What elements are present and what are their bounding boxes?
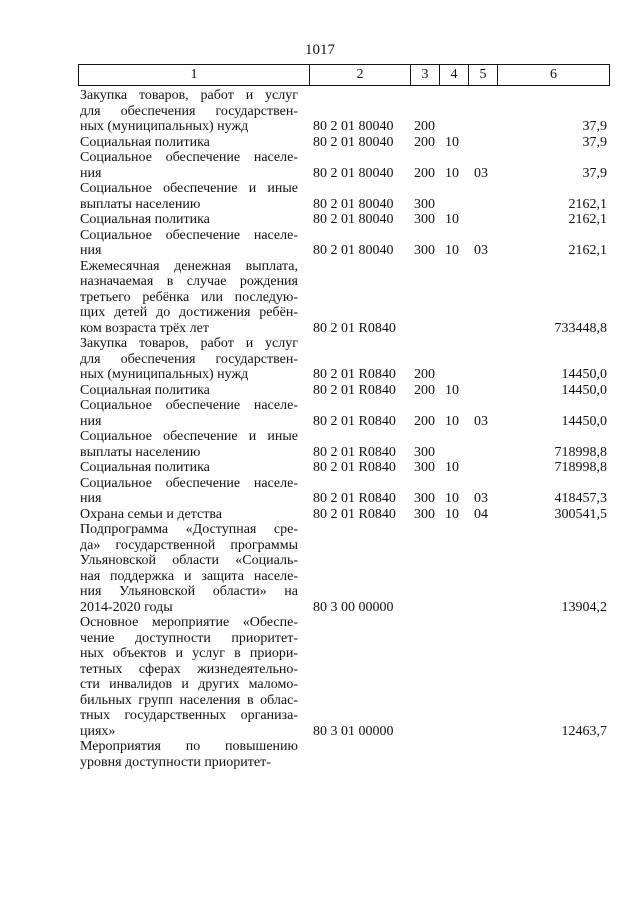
row-col3: 300	[414, 243, 435, 258]
table-row	[0, 615, 640, 739]
row-amount: 37,9	[582, 119, 607, 134]
description-line: тетных сферах жизнедеятельно-	[80, 661, 298, 677]
table-row	[0, 228, 640, 259]
description-line: Социальная политика	[80, 212, 210, 227]
description-line: для обеспечения государствен-	[80, 351, 298, 367]
description-line: Социальная политика	[80, 134, 210, 150]
description-line: ных (муниципальных) нужд	[80, 119, 249, 134]
description-line: ком возраста трёх лет	[80, 320, 209, 336]
description-line: ния	[80, 491, 102, 506]
description-line: выплаты населению	[80, 444, 201, 460]
row-amount: 2162,1	[568, 196, 607, 212]
row-description	[80, 615, 298, 739]
table-row	[0, 739, 640, 770]
row-code: 80 2 01 80040	[313, 196, 394, 212]
row-col3: 200	[414, 413, 435, 429]
row-code: 80 2 01 80040	[313, 134, 394, 150]
description-line: Подпрограмма «Доступная сре-	[80, 522, 298, 537]
description-line: уровня доступности приоритет-	[80, 754, 271, 770]
row-col3: 300	[414, 460, 435, 475]
row-code: 80 3 01 00000	[313, 723, 394, 739]
row-col3: 200	[414, 382, 435, 398]
row-amount: 37,9	[582, 165, 607, 181]
row-col4: 10	[445, 165, 459, 181]
row-amount: 718998,8	[554, 444, 607, 460]
row-code: 80 2 01 80040	[313, 212, 394, 227]
row-amount: 2162,1	[568, 243, 607, 258]
row-col5: 03	[474, 491, 488, 506]
description-line: третьего ребёнка или последую-	[80, 289, 298, 305]
row-col4: 10	[445, 460, 459, 475]
row-code: 80 2 01 R0840	[313, 491, 396, 506]
row-amount: 37,9	[582, 134, 607, 150]
row-code: 80 2 01 R0840	[313, 367, 396, 382]
row-col5: 03	[474, 243, 488, 258]
description-line: Охрана семьи и детства	[80, 506, 222, 522]
description-line: Закупка товаров, работ и услуг	[80, 336, 298, 351]
row-amount: 13904,2	[561, 599, 607, 615]
table-row	[0, 522, 640, 615]
description-line: чение доступности приоритет-	[80, 630, 298, 646]
row-amount: 2162,1	[568, 212, 607, 227]
row-col3: 200	[414, 134, 435, 150]
table-row	[0, 383, 640, 399]
description-line: Социальное обеспечение и иные	[80, 181, 298, 196]
row-code: 80 2 01 80040	[313, 165, 394, 181]
description-line: ния	[80, 165, 102, 181]
row-code: 80 2 01 R0840	[313, 460, 396, 475]
row-code: 80 2 01 R0840	[313, 444, 396, 460]
row-code: 80 2 01 80040	[313, 243, 394, 258]
table-row	[0, 150, 640, 181]
row-col4: 10	[445, 382, 459, 398]
row-amount: 14450,0	[561, 413, 607, 429]
col-4-header: 4	[440, 65, 469, 86]
row-col3: 300	[414, 212, 435, 227]
row-code: 80 2 01 R0840	[313, 506, 396, 522]
description-line: для обеспечения государствен-	[80, 103, 298, 119]
row-col3: 200	[414, 119, 435, 134]
table-row	[0, 429, 640, 460]
table-row	[0, 460, 640, 476]
row-col4: 10	[445, 243, 459, 258]
description-line: сти инвалидов и других маломо-	[80, 677, 298, 692]
row-col4: 10	[445, 212, 459, 227]
description-line: Мероприятия по повышению	[80, 739, 298, 754]
description-line: бильных групп населения в облас-	[80, 692, 298, 708]
description-line: Основное мероприятие «Обеспе-	[80, 615, 298, 630]
row-col3: 300	[414, 196, 435, 212]
row-col4: 10	[445, 506, 459, 522]
row-code: 80 2 01 R0840	[313, 320, 396, 336]
row-amount: 14450,0	[561, 367, 607, 382]
row-amount: 733448,8	[554, 320, 607, 336]
description-line: ния Ульяновской области» на	[80, 584, 298, 599]
table-row	[0, 476, 640, 507]
page-number: 1017	[305, 42, 335, 58]
col-5-header: 5	[469, 65, 498, 86]
row-amount: 300541,5	[554, 506, 607, 522]
table-body	[0, 88, 640, 770]
description-line: выплаты населению	[80, 196, 201, 212]
description-line: Ежемесячная денежная выплата,	[80, 258, 298, 274]
row-code: 80 3 00 00000	[313, 599, 394, 615]
table-row	[0, 398, 640, 429]
table-row	[0, 135, 640, 151]
row-col4: 10	[445, 491, 459, 506]
row-amount: 14450,0	[561, 382, 607, 398]
description-line: щих детей до достижения ребён-	[80, 305, 298, 320]
description-line: да» государственной программы	[80, 537, 298, 553]
row-col5: 03	[474, 413, 488, 429]
col-3-header: 3	[411, 65, 440, 86]
description-line: Социальное обеспечение и иные	[80, 429, 298, 444]
row-col3: 300	[414, 506, 435, 522]
row-col5: 04	[474, 506, 488, 522]
description-line: Социальное обеспечение населе-	[80, 475, 298, 491]
row-col3: 300	[414, 444, 435, 460]
description-line: циях»	[80, 723, 116, 739]
row-col3: 200	[414, 367, 435, 382]
table-row	[0, 212, 640, 228]
row-col5: 03	[474, 165, 488, 181]
row-code: 80 2 01 R0840	[313, 382, 396, 398]
description-line: назначаемая в случае рождения	[80, 274, 298, 289]
row-col3: 200	[414, 165, 435, 181]
row-code: 80 2 01 80040	[313, 119, 394, 134]
description-line: ных объектов и услуг в приори-	[80, 646, 298, 661]
table-row	[0, 88, 640, 135]
description-line: тных государственных организа-	[80, 708, 298, 723]
description-line: Социальное обеспечение населе-	[80, 398, 298, 413]
description-line: Закупка товаров, работ и услуг	[80, 88, 298, 103]
table-row	[0, 259, 640, 337]
row-col4: 10	[445, 413, 459, 429]
description-line: Социальная политика	[80, 382, 210, 398]
row-col4: 10	[445, 134, 459, 150]
row-amount: 418457,3	[554, 491, 607, 506]
description-line: 2014-2020 годы	[80, 599, 173, 615]
description-line: ных (муниципальных) нужд	[80, 367, 249, 382]
row-col3: 300	[414, 491, 435, 506]
table-row	[0, 336, 640, 383]
col-6-header: 6	[498, 65, 610, 86]
table-header	[78, 64, 610, 86]
table-row	[0, 181, 640, 212]
col-1-header: 1	[79, 65, 310, 86]
table-row	[0, 507, 640, 523]
description-line: ная поддержка и защита населе-	[80, 568, 298, 584]
description-line: ния	[80, 413, 102, 429]
description-line: ния	[80, 243, 102, 258]
row-amount: 12463,7	[561, 723, 607, 739]
description-line: Ульяновской области «Социаль-	[80, 553, 298, 568]
description-line: Социальное обеспечение населе-	[80, 227, 298, 243]
description-line: Социальное обеспечение населе-	[80, 150, 298, 165]
col-2-header: 2	[310, 65, 411, 86]
row-amount: 718998,8	[554, 460, 607, 475]
row-code: 80 2 01 R0840	[313, 413, 396, 429]
description-line: Социальная политика	[80, 460, 210, 475]
